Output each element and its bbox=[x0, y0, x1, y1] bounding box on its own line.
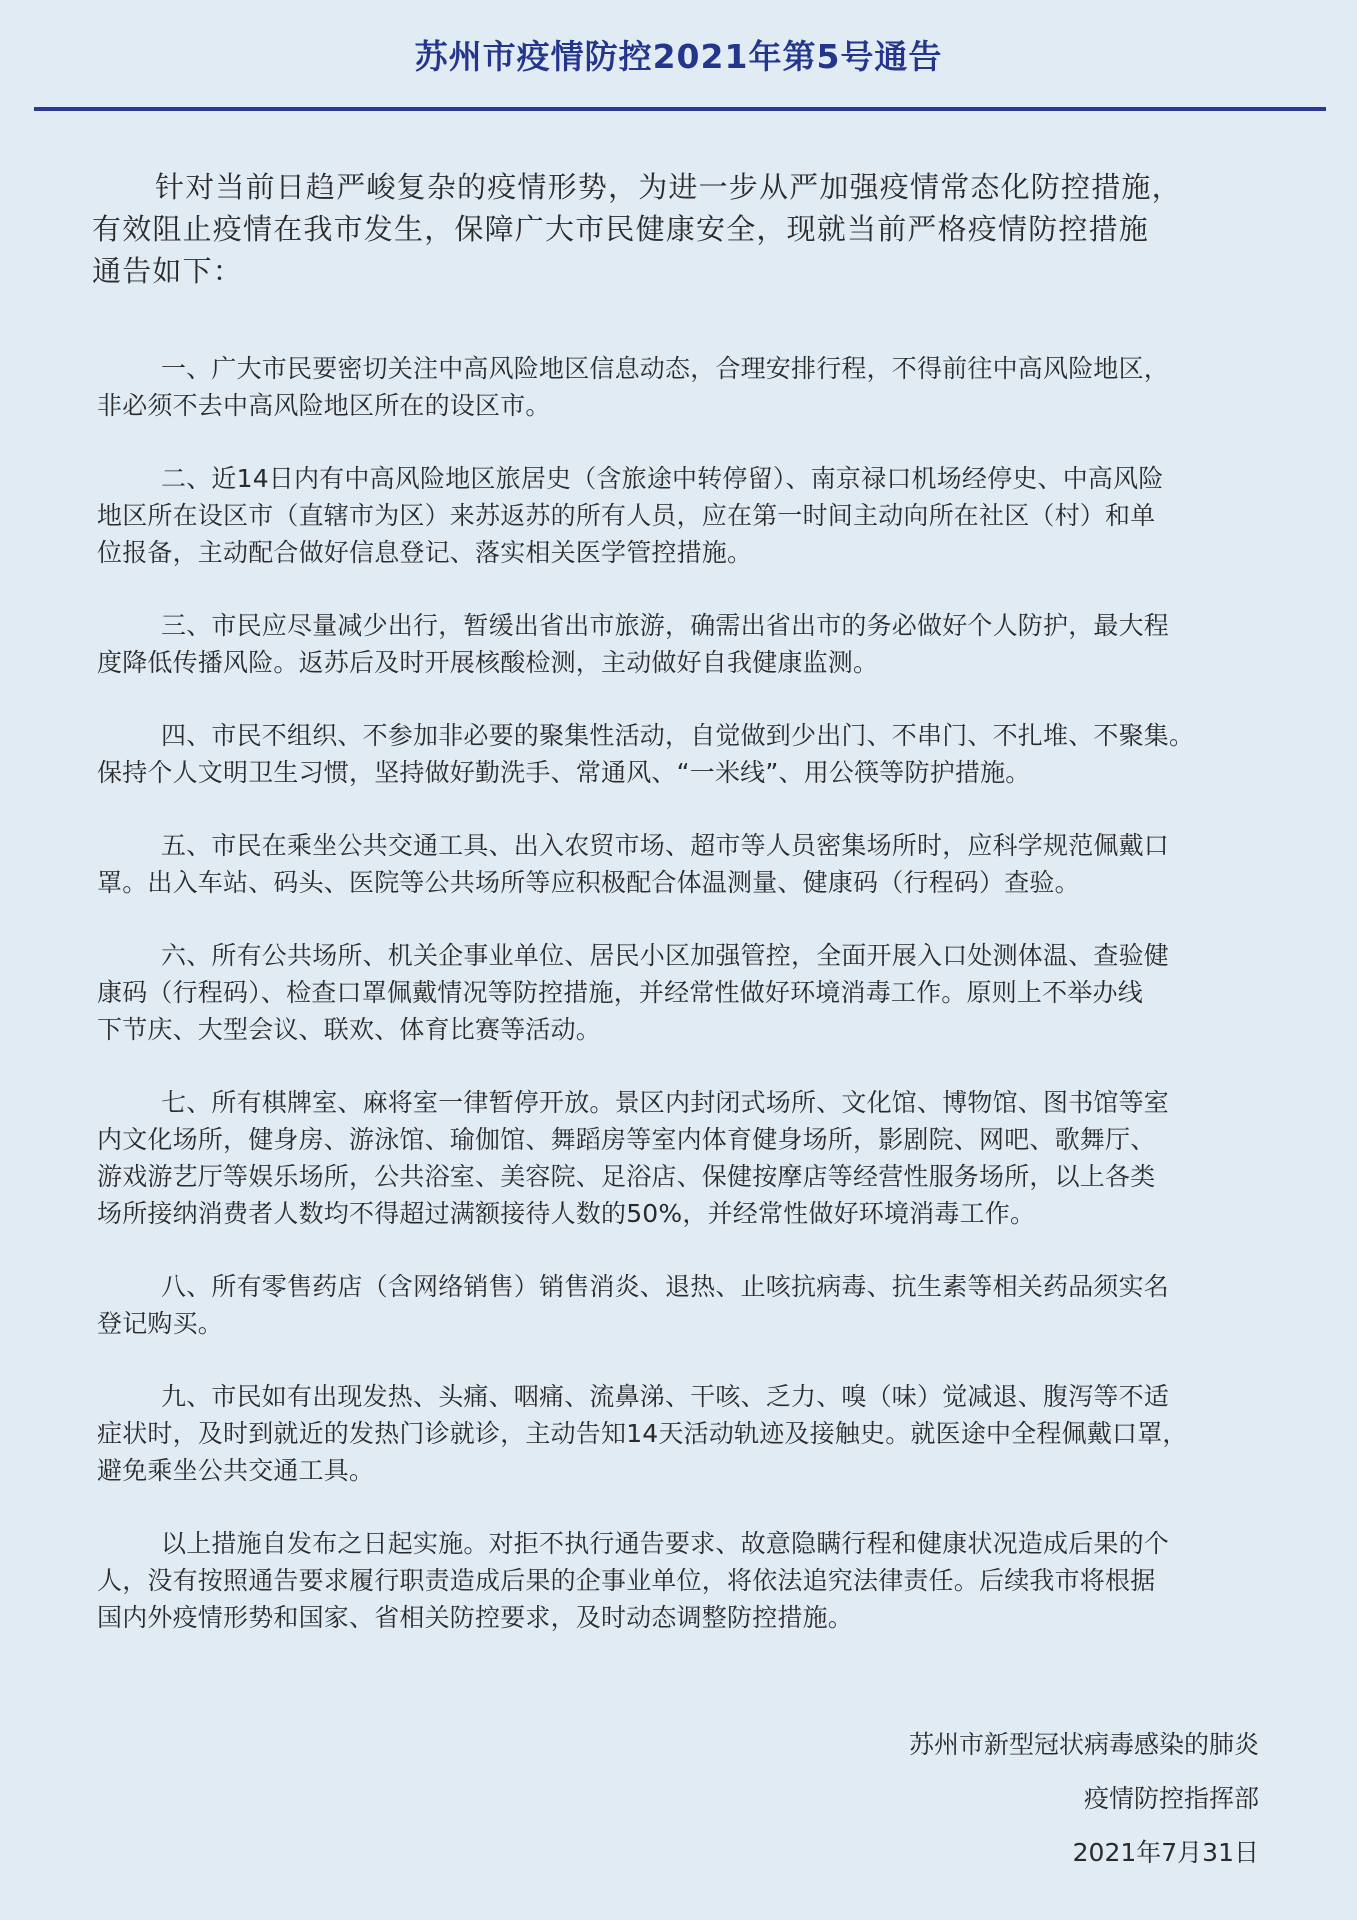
paragraph-line: 罩。出入车站、码头、医院等公共场所等应积极配合体温测量、健康码（行程码）查验。 bbox=[97, 868, 1080, 897]
measure-8-paragraph bbox=[97, 1268, 1257, 1342]
paragraph-line: 非必须不去中高风险地区所在的设区市。 bbox=[97, 391, 551, 420]
measure-9-paragraph bbox=[97, 1378, 1257, 1489]
paragraph-line: 保持个人文明卫生习惯，坚持做好勤洗手、常通风、“一米线”、用公筷等防护措施。 bbox=[97, 758, 1031, 787]
paragraph-line: 人，没有按照通告要求履行职责造成后果的企事业单位，将依法追究法律责任。后续我市将根据 bbox=[97, 1566, 1156, 1595]
paragraph-line: 二、近14日内有中高风险地区旅居史（含旅途中转停留）、南京禄口机场经停史、中高风险 bbox=[161, 464, 1164, 493]
measure-5-paragraph bbox=[97, 827, 1257, 901]
paragraph-line: 八、所有零售药店（含网络销售）销售消炎、退热、止咳抗病毒、抗生素等相关药品须实名 bbox=[161, 1272, 1170, 1301]
paragraph-line: 国内外疫情形势和国家、省相关防控要求，及时动态调整防控措施。 bbox=[97, 1603, 854, 1632]
paragraph-line: 度降低传播风险。返苏后及时开展核酸检测，主动做好自我健康监测。 bbox=[97, 648, 879, 677]
paragraph-line: 地区所在设区市（直辖市为区）来苏返苏的所有人员，应在第一时间主动向所在社区（村）和单 bbox=[97, 501, 1156, 530]
measure-1-paragraph bbox=[97, 350, 1257, 424]
title-divider bbox=[34, 107, 1326, 111]
closing-paragraph bbox=[97, 1525, 1257, 1636]
signature-block bbox=[909, 1718, 1259, 1880]
issuing-department: 疫情防控指挥部 bbox=[1083, 1784, 1259, 1813]
issuing-organization: 苏州市新型冠状病毒感染的肺炎 bbox=[908, 1730, 1259, 1759]
intro-line: 通告如下： bbox=[92, 254, 244, 288]
paragraph-line: 以上措施自发布之日起实施。对拒不执行通告要求、故意隐瞒行程和健康状况造成后果的个 bbox=[161, 1529, 1170, 1558]
paragraph-line: 七、所有棋牌室、麻将室一律暂停开放。景区内封闭式场所、文化馆、博物馆、图书馆等室 bbox=[161, 1088, 1170, 1117]
paragraph-line: 一、广大市民要密切关注中高风险地区信息动态，合理安排行程，不得前往中高风险地区， bbox=[161, 354, 1170, 383]
measure-3-paragraph bbox=[97, 607, 1257, 681]
paragraph-line: 位报备，主动配合做好信息登记、落实相关医学管控措施。 bbox=[97, 538, 753, 567]
issue-date: 2021年7月31日 bbox=[1072, 1838, 1259, 1867]
paragraph-line: 下节庆、大型会议、联欢、体育比赛等活动。 bbox=[97, 1015, 602, 1044]
paragraph-line: 六、所有公共场所、机关企事业单位、居民小区加强管控，全面开展入口处测体温、查验健 bbox=[161, 941, 1170, 970]
paragraph-line: 症状时，及时到就近的发热门诊就诊，主动告知14天活动轨迹及接触史。就医途中全程佩戴口罩， bbox=[97, 1419, 1188, 1448]
paragraph-line: 内文化场所，健身房、游泳馆、瑜伽馆、舞蹈房等室内体育健身场所，影剧院、网吧、歌舞厅、 bbox=[97, 1125, 1156, 1154]
paragraph-line: 场所接纳消费者人数均不得超过满额接待人数的50%，并经常性做好环境消毒工作。 bbox=[97, 1199, 1036, 1228]
paragraph-line: 五、市民在乘坐公共交通工具、出入农贸市场、超市等人员密集场所时，应科学规范佩戴口 bbox=[161, 831, 1170, 860]
paragraph-line: 康码（行程码）、检查口罩佩戴情况等防控措施，并经常性做好环境消毒工作。原则上不举办线 bbox=[97, 978, 1143, 1007]
intro-line: 针对当前日趋严峻复杂的疫情形势，为进一步从严加强疫情常态化防控措施， bbox=[155, 170, 1182, 204]
measure-7-paragraph bbox=[97, 1084, 1257, 1232]
paragraph-line: 登记购买。 bbox=[97, 1309, 224, 1338]
notice-header bbox=[0, 0, 1357, 112]
paragraph-line: 九、市民如有出现发热、头痛、咽痛、流鼻涕、干咳、乏力、嗅（味）觉减退、腹泻等不适 bbox=[161, 1382, 1170, 1411]
notice-title: 苏州市疫情防控2021年第5号通告 bbox=[414, 37, 943, 76]
paragraph-line: 避免乘坐公共交通工具。 bbox=[97, 1456, 375, 1485]
intro-paragraph bbox=[92, 166, 1292, 292]
measure-6-paragraph bbox=[97, 937, 1257, 1048]
paragraph-line: 游戏游艺厅等娱乐场所，公共浴室、美容院、足浴店、保健按摩店等经营性服务场所，以上各类 bbox=[97, 1162, 1156, 1191]
paragraph-line: 三、市民应尽量减少出行，暂缓出省出市旅游，确需出省出市的务必做好个人防护，最大程 bbox=[161, 611, 1170, 640]
measure-2-paragraph bbox=[97, 460, 1257, 571]
intro-line: 有效阻止疫情在我市发生，保障广大市民健康安全，现就当前严格疫情防控措施 bbox=[92, 212, 1150, 246]
paragraph-line: 四、市民不组织、不参加非必要的聚集性活动，自觉做到少出门、不串门、不扎堆、不聚集。 bbox=[161, 721, 1195, 750]
notice-body bbox=[97, 350, 1257, 1672]
measure-4-paragraph bbox=[97, 717, 1257, 791]
